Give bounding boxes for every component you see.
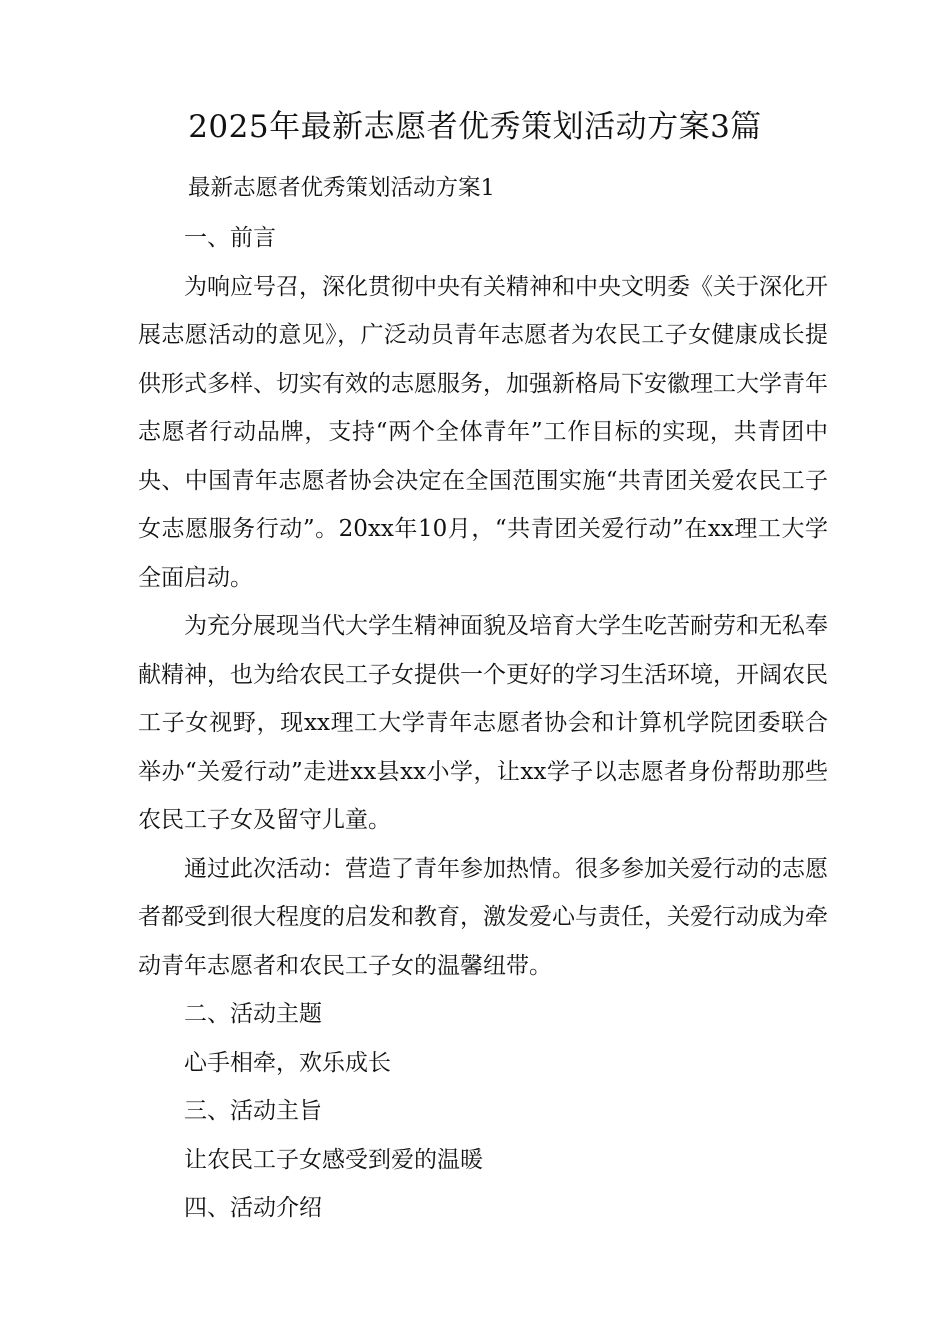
section-heading-introduction: 四、活动介绍 xyxy=(184,1195,322,1221)
section-heading-purpose: 三、活动主旨 xyxy=(184,1098,322,1124)
paragraph-outcome: 通过此次活动：营造了青年参加热情。很多参加关爱行动的志愿者都受到很大程度的启发和教育，激发爱心与责任，关爱行动成为牵动青年志愿者和农民工子女的温馨纽带。 xyxy=(138,855,828,979)
section-heading-theme: 二、活动主题 xyxy=(184,1001,322,1027)
theme-text: 心手相牵，欢乐成长 xyxy=(184,1049,391,1076)
purpose-text: 让农民工子女感受到爱的温暖 xyxy=(184,1146,483,1173)
section-heading-preface: 一、前言 xyxy=(184,225,276,251)
document-body xyxy=(138,214,828,1233)
plan-subtitle: 最新志愿者优秀策划活动方案1 xyxy=(188,175,495,201)
document-title: 2025年最新志愿者优秀策划活动方案3篇 xyxy=(188,109,762,145)
paragraph-purpose: 为充分展现当代大学生精神面貌及培育大学生吃苦耐劳和无私奉献精神，也为给农民工子女提供一个更好的学习生活环境，开阔农民工子女视野，现xx理工大学青年志愿者协会和计算机学院团委联合举办“关爱行动”走进xx县xx小学，让xx学子以志愿者身份帮助那些农民工子女及留守儿童。 xyxy=(138,613,828,833)
paragraph-intro: 为响应号召，深化贯彻中央有关精神和中央文明委《关于深化开展志愿活动的意见》，广泛动员青年志愿者为农民工子女健康成长提供形式多样、切实有效的志愿服务，加强新格局下安徽理工大学青年志愿者行动品牌，支持“两个全体青年”工作目标的实现，共青团中央、中国青年志愿者协会决定在全国范围实施“共青团关爱农民工子女志愿服务行动”。20xx年10月，“共青团关爱行动”在xx理工大学全面启动。 xyxy=(138,273,828,591)
